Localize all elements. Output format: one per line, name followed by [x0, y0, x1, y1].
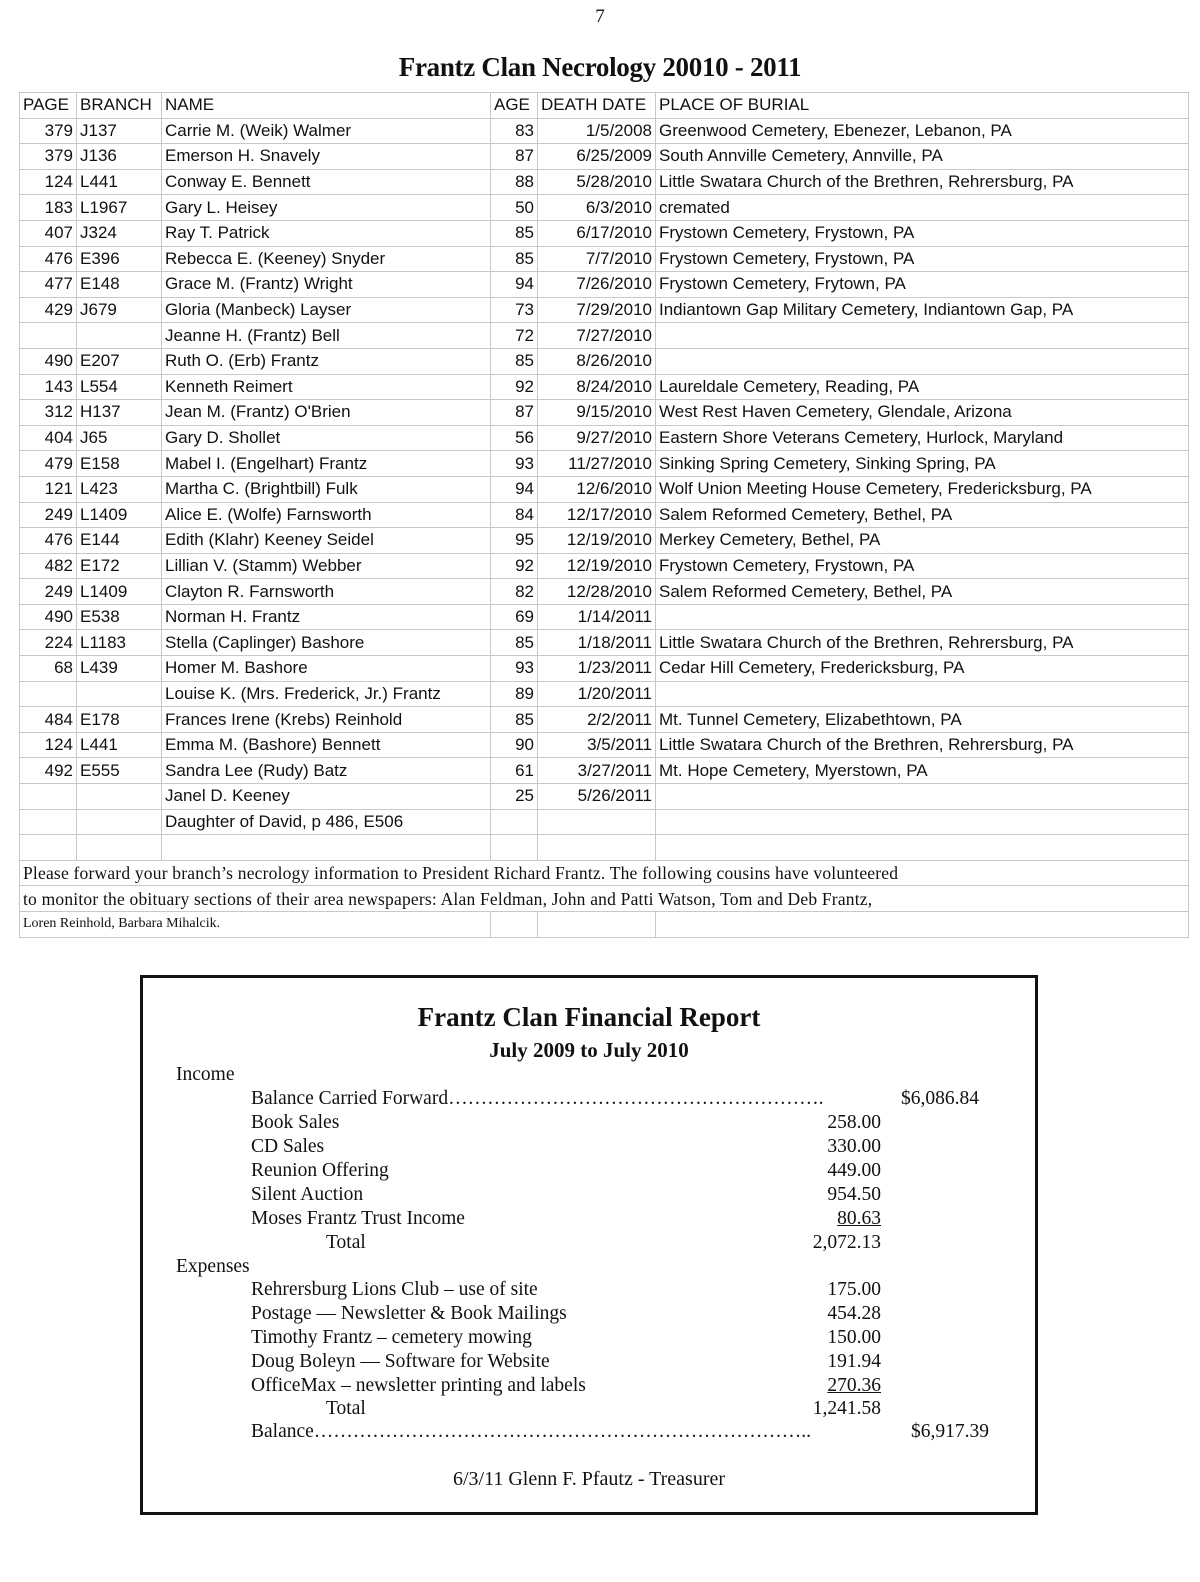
cell-page: 404 [20, 425, 77, 451]
cell-branch: L441 [77, 732, 162, 758]
table-row [20, 707, 1189, 733]
necrology-note-line2: to monitor the obituary sections of their area newspapers: Alan Feldman, John and Patti Watson, Tom and Deb Frantz, [20, 886, 1189, 912]
cell-name: Mabel I. (Engelhart) Frantz [162, 451, 491, 477]
cell-death-date: 7/27/2010 [538, 323, 656, 349]
table-row [20, 732, 1189, 758]
necrology-table [19, 92, 1189, 938]
income-item-label: CD Sales [251, 1136, 325, 1157]
cell-age: 73 [491, 297, 538, 323]
cell-name: Homer M. Bashore [162, 656, 491, 682]
cell-death-date: 2/2/2011 [538, 707, 656, 733]
table-row [20, 451, 1189, 477]
cell-branch: E178 [77, 707, 162, 733]
table-row [20, 784, 1189, 810]
financial-subtitle: July 2009 to July 2010 [489, 1038, 689, 1062]
expense-item-label: Postage — Newsletter & Book Mailings [251, 1303, 567, 1324]
cell-branch: J137 [77, 118, 162, 144]
cell-name: Ruth O. (Erb) Frantz [162, 348, 491, 374]
cell-place: Mt. Tunnel Cemetery, Elizabethtown, PA [656, 707, 1189, 733]
table-row [20, 835, 1189, 861]
cell-age: 72 [491, 323, 538, 349]
table-row [20, 195, 1189, 221]
cell-name: Daughter of David, p 486, E506 [162, 809, 491, 835]
cell-name: Emma M. (Bashore) Bennett [162, 732, 491, 758]
cell-page: 124 [20, 732, 77, 758]
cell-death-date: 6/25/2009 [538, 144, 656, 170]
balance-label: Balance………………………………………………………………….. [251, 1421, 812, 1442]
cell-name: Martha C. (Brightbill) Fulk [162, 476, 491, 502]
cell-place: Sinking Spring Cemetery, Sinking Spring, PA [656, 451, 1189, 477]
balance-amount: $6,917.39 [911, 1421, 989, 1442]
cell-place: Laureldale Cemetery, Reading, PA [656, 374, 1189, 400]
income-item-amount: 954.50 [827, 1184, 881, 1205]
cell-page: 143 [20, 374, 77, 400]
cell-name: Stella (Caplinger) Bashore [162, 630, 491, 656]
table-row [20, 630, 1189, 656]
cell-death-date: 12/6/2010 [538, 476, 656, 502]
table-row [20, 272, 1189, 298]
cell-place: Frystown Cemetery, Frystown, PA [656, 246, 1189, 272]
cell-name: Louise K. (Mrs. Frederick, Jr.) Frantz [162, 681, 491, 707]
table-row [20, 144, 1189, 170]
cell-branch: E148 [77, 272, 162, 298]
cell-branch [77, 835, 162, 861]
cell-branch: L1409 [77, 579, 162, 605]
table-row [20, 553, 1189, 579]
cell-name: Rebecca E. (Keeney) Snyder [162, 246, 491, 272]
cell-name: Lillian V. (Stamm) Webber [162, 553, 491, 579]
column-header-page: PAGE [20, 93, 77, 119]
cell-name: Alice E. (Wolfe) Farnsworth [162, 502, 491, 528]
expense-item-amount: 270.36 [827, 1375, 881, 1396]
cell-name: Sandra Lee (Rudy) Batz [162, 758, 491, 784]
cell-page: 68 [20, 656, 77, 682]
expense-item-amount: 454.28 [827, 1303, 881, 1324]
cell-death-date: 7/7/2010 [538, 246, 656, 272]
expense-item-label: OfficeMax – newsletter printing and labels [251, 1375, 586, 1396]
cell-age: 85 [491, 220, 538, 246]
cell-page: 490 [20, 604, 77, 630]
cell-name: Gary L. Heisey [162, 195, 491, 221]
cell-age: 82 [491, 579, 538, 605]
cell-page: 429 [20, 297, 77, 323]
balance-forward-label: Balance Carried Forward…………………………………………………. [251, 1088, 824, 1109]
cell-branch: E555 [77, 758, 162, 784]
table-row [20, 604, 1189, 630]
cell-name: Edith (Klahr) Keeney Seidel [162, 528, 491, 554]
cell-age: 85 [491, 707, 538, 733]
cell-page [20, 784, 77, 810]
expense-total-label: Total [326, 1398, 366, 1419]
cell-age: 92 [491, 374, 538, 400]
cell-place [656, 784, 1189, 810]
cell-place [656, 604, 1189, 630]
cell-place: Merkey Cemetery, Bethel, PA [656, 528, 1189, 554]
empty-cell [491, 912, 538, 938]
cell-death-date: 12/19/2010 [538, 528, 656, 554]
cell-place: Little Swatara Church of the Brethren, Rehrersburg, PA [656, 630, 1189, 656]
expense-item-label: Timothy Frantz – cemetery mowing [251, 1327, 532, 1348]
cell-branch: L1183 [77, 630, 162, 656]
income-item-amount: 80.63 [837, 1208, 881, 1229]
cell-place: Mt. Hope Cemetery, Myerstown, PA [656, 758, 1189, 784]
cell-name: Janel D. Keeney [162, 784, 491, 810]
cell-page: 479 [20, 451, 77, 477]
cell-place: Wolf Union Meeting House Cemetery, Fredericksburg, PA [656, 476, 1189, 502]
cell-branch: L1967 [77, 195, 162, 221]
cell-place: Little Swatara Church of the Brethren, Rehrersburg, PA [656, 732, 1189, 758]
cell-page: 379 [20, 144, 77, 170]
cell-page: 477 [20, 272, 77, 298]
cell-place: South Annville Cemetery, Annville, PA [656, 144, 1189, 170]
cell-branch: L439 [77, 656, 162, 682]
page-number: 7 [595, 6, 605, 27]
cell-name: Emerson H. Snavely [162, 144, 491, 170]
income-heading: Income [176, 1064, 235, 1085]
cell-page: 121 [20, 476, 77, 502]
column-header-name: NAME [162, 93, 491, 119]
cell-page: 490 [20, 348, 77, 374]
cell-branch: J679 [77, 297, 162, 323]
cell-age: 50 [491, 195, 538, 221]
financial-report [140, 975, 1038, 1515]
cell-name: Gary D. Shollet [162, 425, 491, 451]
table-row [20, 758, 1189, 784]
income-total-label: Total [326, 1232, 366, 1253]
table-row [20, 220, 1189, 246]
cell-name: Frances Irene (Krebs) Reinhold [162, 707, 491, 733]
balance-forward-amount: $6,086.84 [901, 1088, 979, 1109]
cell-place: Cedar Hill Cemetery, Fredericksburg, PA [656, 656, 1189, 682]
column-header-age: AGE [491, 93, 538, 119]
cell-death-date: 5/28/2010 [538, 169, 656, 195]
expenses-heading: Expenses [176, 1256, 250, 1277]
cell-name: Clayton R. Farnsworth [162, 579, 491, 605]
cell-branch [77, 323, 162, 349]
cell-branch: J136 [77, 144, 162, 170]
necrology-title: Frantz Clan Necrology 20010 - 2011 [398, 52, 802, 82]
cell-page: 124 [20, 169, 77, 195]
cell-age: 90 [491, 732, 538, 758]
cell-page [20, 681, 77, 707]
table-row [20, 374, 1189, 400]
cell-branch: E396 [77, 246, 162, 272]
income-item-amount: 449.00 [827, 1160, 881, 1181]
cell-name: Norman H. Frantz [162, 604, 491, 630]
cell-name: Grace M. (Frantz) Wright [162, 272, 491, 298]
cell-age: 84 [491, 502, 538, 528]
expense-item-amount: 175.00 [827, 1279, 881, 1300]
column-header-branch: BRANCH [77, 93, 162, 119]
income-item-label: Reunion Offering [251, 1160, 389, 1181]
cell-page: 492 [20, 758, 77, 784]
cell-age: 93 [491, 656, 538, 682]
table-row [20, 656, 1189, 682]
necrology-note-line3: Loren Reinhold, Barbara Mihalcik. [20, 912, 491, 938]
cell-death-date: 12/28/2010 [538, 579, 656, 605]
cell-age: 85 [491, 246, 538, 272]
cell-age: 25 [491, 784, 538, 810]
cell-place: cremated [656, 195, 1189, 221]
table-header-row [20, 93, 1189, 119]
column-header-place: PLACE OF BURIAL [656, 93, 1189, 119]
cell-page: 312 [20, 400, 77, 426]
cell-place [656, 681, 1189, 707]
cell-branch [77, 809, 162, 835]
cell-death-date: 8/26/2010 [538, 348, 656, 374]
income-total-amount: 2,072.13 [812, 1232, 881, 1253]
cell-name: Conway E. Bennett [162, 169, 491, 195]
cell-age: 85 [491, 348, 538, 374]
table-row [20, 502, 1189, 528]
cell-age: 94 [491, 476, 538, 502]
cell-page: 249 [20, 579, 77, 605]
cell-page [20, 323, 77, 349]
necrology-note-line1: Please forward your branch’s necrology information to President Richard Frantz. The following cousins have volunteered [20, 860, 1189, 886]
cell-branch: H137 [77, 400, 162, 426]
cell-age: 94 [491, 272, 538, 298]
cell-place [656, 809, 1189, 835]
table-row [20, 169, 1189, 195]
cell-death-date [538, 835, 656, 861]
table-row [20, 809, 1189, 835]
cell-name: Carrie M. (Weik) Walmer [162, 118, 491, 144]
cell-place [656, 348, 1189, 374]
cell-age: 87 [491, 144, 538, 170]
cell-death-date: 1/14/2011 [538, 604, 656, 630]
cell-page: 249 [20, 502, 77, 528]
cell-name [162, 835, 491, 861]
cell-death-date: 9/15/2010 [538, 400, 656, 426]
table-row [20, 528, 1189, 554]
cell-branch [77, 681, 162, 707]
cell-name: Jeanne H. (Frantz) Bell [162, 323, 491, 349]
cell-branch: L423 [77, 476, 162, 502]
income-item-amount: 258.00 [827, 1112, 881, 1133]
cell-death-date: 9/27/2010 [538, 425, 656, 451]
cell-page: 476 [20, 246, 77, 272]
cell-age: 89 [491, 681, 538, 707]
cell-page [20, 835, 77, 861]
cell-page: 407 [20, 220, 77, 246]
table-row [20, 579, 1189, 605]
expense-total-amount: 1,241.58 [812, 1398, 881, 1419]
cell-age: 61 [491, 758, 538, 784]
expense-item-amount: 191.94 [827, 1351, 881, 1372]
cell-death-date: 1/18/2011 [538, 630, 656, 656]
cell-branch: L441 [77, 169, 162, 195]
income-item-amount: 330.00 [827, 1136, 881, 1157]
cell-branch: E144 [77, 528, 162, 554]
cell-age: 56 [491, 425, 538, 451]
cell-death-date: 1/23/2011 [538, 656, 656, 682]
income-item-label: Silent Auction [251, 1184, 364, 1205]
cell-death-date: 12/17/2010 [538, 502, 656, 528]
cell-death-date: 1/5/2008 [538, 118, 656, 144]
cell-death-date: 7/29/2010 [538, 297, 656, 323]
income-item-label: Moses Frantz Trust Income [251, 1208, 465, 1229]
table-row [20, 681, 1189, 707]
cell-death-date [538, 809, 656, 835]
cell-page [20, 809, 77, 835]
cell-branch: E538 [77, 604, 162, 630]
cell-age: 92 [491, 553, 538, 579]
cell-age [491, 835, 538, 861]
income-item-label: Book Sales [251, 1112, 340, 1133]
cell-place [656, 323, 1189, 349]
cell-place: Frystown Cemetery, Frystown, PA [656, 220, 1189, 246]
cell-place: Frystown Cemetery, Frystown, PA [656, 553, 1189, 579]
empty-cell [538, 912, 656, 938]
empty-cell [656, 912, 1189, 938]
cell-death-date: 11/27/2010 [538, 451, 656, 477]
financial-title: Frantz Clan Financial Report [417, 1002, 761, 1032]
cell-place: Indiantown Gap Military Cemetery, Indiantown Gap, PA [656, 297, 1189, 323]
table-row [20, 348, 1189, 374]
cell-place: Little Swatara Church of the Brethren, Rehrersburg, PA [656, 169, 1189, 195]
column-header-death-date: DEATH DATE [538, 93, 656, 119]
table-row [20, 400, 1189, 426]
cell-place: Greenwood Cemetery, Ebenezer, Lebanon, PA [656, 118, 1189, 144]
cell-age: 85 [491, 630, 538, 656]
table-row [20, 246, 1189, 272]
cell-age: 88 [491, 169, 538, 195]
cell-death-date: 6/17/2010 [538, 220, 656, 246]
cell-branch: L1409 [77, 502, 162, 528]
cell-page: 484 [20, 707, 77, 733]
cell-death-date: 8/24/2010 [538, 374, 656, 400]
cell-death-date: 6/3/2010 [538, 195, 656, 221]
cell-branch: J65 [77, 425, 162, 451]
table-row [20, 323, 1189, 349]
cell-page: 476 [20, 528, 77, 554]
cell-place: West Rest Haven Cemetery, Glendale, Arizona [656, 400, 1189, 426]
cell-place: Eastern Shore Veterans Cemetery, Hurlock, Maryland [656, 425, 1189, 451]
cell-death-date: 1/20/2011 [538, 681, 656, 707]
cell-place: Salem Reformed Cemetery, Bethel, PA [656, 502, 1189, 528]
cell-page: 183 [20, 195, 77, 221]
cell-name: Gloria (Manbeck) Layser [162, 297, 491, 323]
cell-age [491, 809, 538, 835]
table-row [20, 297, 1189, 323]
cell-place: Frystown Cemetery, Frytown, PA [656, 272, 1189, 298]
cell-branch: E207 [77, 348, 162, 374]
cell-age: 87 [491, 400, 538, 426]
expense-item-amount: 150.00 [827, 1327, 881, 1348]
cell-name: Ray T. Patrick [162, 220, 491, 246]
cell-age: 93 [491, 451, 538, 477]
cell-name: Kenneth Reimert [162, 374, 491, 400]
table-row [20, 425, 1189, 451]
cell-death-date: 3/5/2011 [538, 732, 656, 758]
cell-place [656, 835, 1189, 861]
expense-item-label: Doug Boleyn — Software for Website [251, 1351, 550, 1372]
cell-branch: E158 [77, 451, 162, 477]
cell-branch: J324 [77, 220, 162, 246]
table-row [20, 476, 1189, 502]
cell-place: Salem Reformed Cemetery, Bethel, PA [656, 579, 1189, 605]
treasurer-signature: 6/3/11 Glenn F. Pfautz - Treasurer [452, 1468, 726, 1490]
cell-death-date: 3/27/2011 [538, 758, 656, 784]
cell-age: 95 [491, 528, 538, 554]
table-row [20, 118, 1189, 144]
cell-branch [77, 784, 162, 810]
cell-death-date: 12/19/2010 [538, 553, 656, 579]
cell-page: 224 [20, 630, 77, 656]
cell-branch: L554 [77, 374, 162, 400]
cell-page: 482 [20, 553, 77, 579]
expense-item-label: Rehrersburg Lions Club – use of site [251, 1279, 538, 1300]
cell-death-date: 7/26/2010 [538, 272, 656, 298]
cell-age: 83 [491, 118, 538, 144]
cell-branch: E172 [77, 553, 162, 579]
cell-page: 379 [20, 118, 77, 144]
cell-age: 69 [491, 604, 538, 630]
cell-name: Jean M. (Frantz) O'Brien [162, 400, 491, 426]
cell-death-date: 5/26/2011 [538, 784, 656, 810]
